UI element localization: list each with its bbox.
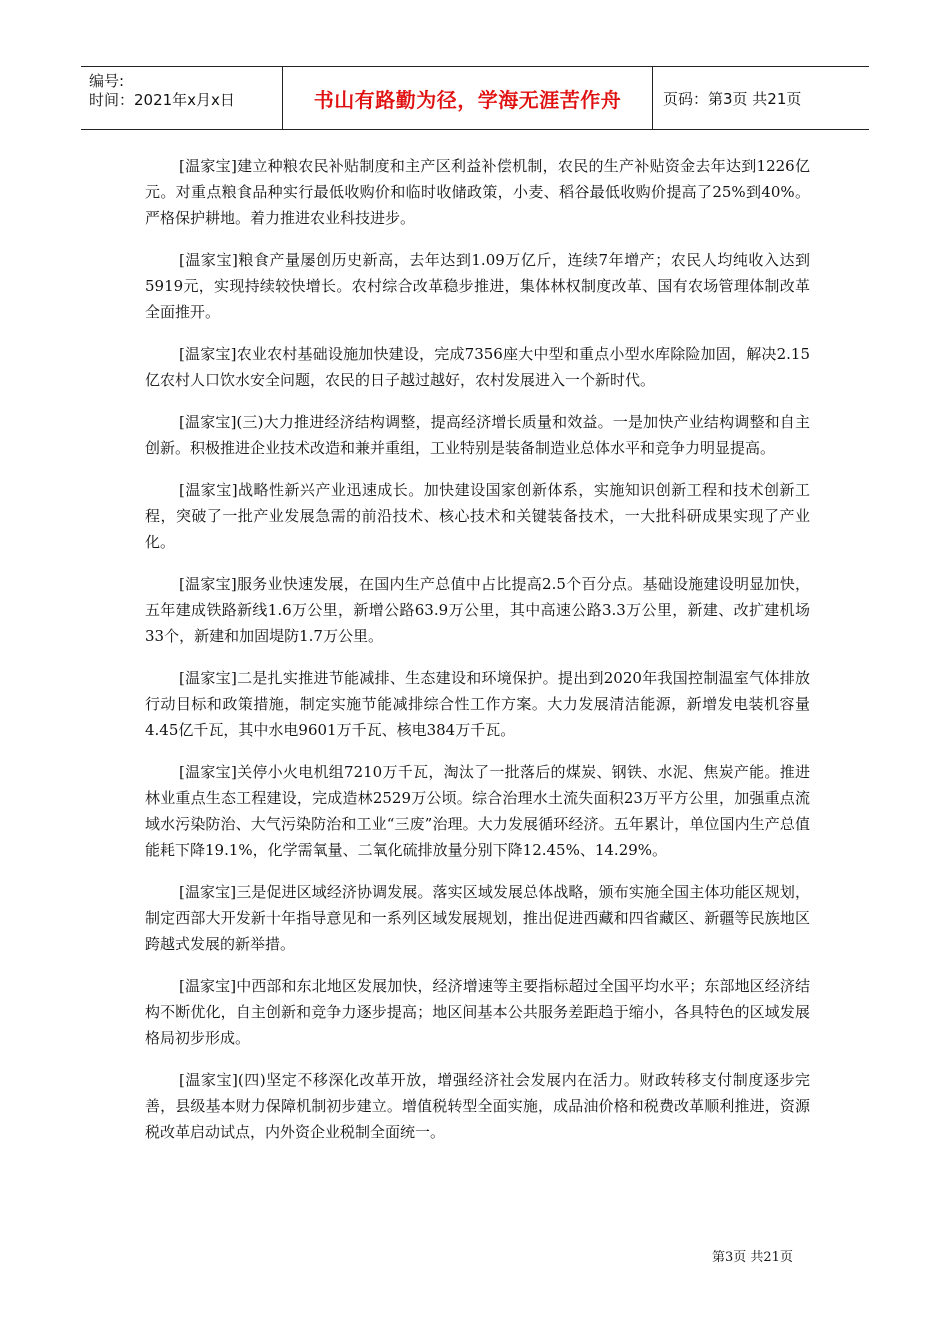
motto: 书山有路勤为径，学海无涯苦作舟 [313,87,622,112]
paragraph: [温家宝]粮食产量屡创历史新高，去年达到1.09万亿斤，连续7年增产；农民人均纯收入达到5919元，实现持续较快增长。农村综合改革稳步推进，集体林权制度改革、国有农场管理体制改革全面推开。 [145,251,810,321]
paragraph: [温家宝]关停小火电机组7210万千瓦，淘汰了一批落后的煤炭、钢铁、水泥、焦炭产能。推进林业重点生态工程建设，完成造林2529万公顷。综合治理水土流失面积23万平方公里，加强重点流域水污染防治、大气污染防治和工业“三废”治理。大力发展循环经济。五年累计，单位国内生产总值能耗下降19.1%，化学需氧量、二氧化硫排放量分别下降12.45%、14.29%。 [145,763,810,859]
paragraph: [温家宝]建立种粮农民补贴制度和主产区利益补偿机制，农民的生产补贴资金去年达到1226亿元。对重点粮食品种实行最低收购价和临时收储政策，小麦、稻谷最低收购价提高了25%到40%。严格保护耕地。着力推进农业科技进步。 [145,157,810,227]
paragraph: [温家宝]服务业快速发展，在国内生产总值中占比提高2.5个百分点。基础设施建设明显加快，五年建成铁路新线1.6万公里，新增公路63.9万公里，其中高速公路3.3万公里，新建、改扩建机场33个，新建和加固堤防1.7万公里。 [145,575,810,645]
header-motto-cell [283,67,653,129]
page-footer: 第3页 共21页 [712,1250,793,1265]
paragraph: [温家宝]中西部和东北地区发展加快，经济增速等主要指标超过全国平均水平；东部地区经济结构不断优化，自主创新和竞争力逐步提高；地区间基本公共服务差距趋于缩小，各具特色的区域发展格局初步形成。 [145,977,810,1047]
date-label: 时间：2021年x月x日 [89,91,235,109]
number-label: 编号: [89,72,125,90]
paragraph: [温家宝](三)大力推进经济结构调整，提高经济增长质量和效益。一是加快产业结构调整和自主创新。积极推进企业技术改造和兼并重组，工业特别是装备制造业总体水平和竞争力明显提高。 [145,413,810,457]
paragraph: [温家宝]二是扎实推进节能减排、生态建设和环境保护。提出到2020年我国控制温室气体排放行动目标和政策措施，制定实施节能减排综合性工作方案。大力发展清洁能源，新增发电装机容量4.45亿千瓦，其中水电9601万千瓦、核电384万千瓦。 [145,669,810,739]
paragraph: [温家宝]战略性新兴产业迅速成长。加快建设国家创新体系，实施知识创新工程和技术创新工程，突破了一批产业发展急需的前沿技术、核心技术和关键装备技术，一大批科研成果实现了产业化。 [145,481,810,551]
header-page-code [653,67,869,129]
paragraph: [温家宝]三是促进区域经济协调发展。落实区域发展总体战略，颁布实施全国主体功能区规划，制定西部大开发新十年指导意见和一系列区域发展规划，推出促进西藏和四省藏区、新疆等民族地区跨越式发展的新举措。 [145,883,810,953]
page-header [81,66,869,130]
paragraph: [温家宝](四)坚定不移深化改革开放，增强经济社会发展内在活力。财政转移支付制度逐步完善，县级基本财力保障机制初步建立。增值税转型全面实施，成品油价格和税费改革顺利推进，资源税改革启动试点，内外资企业税制全面统一。 [145,1071,810,1141]
header-meta [81,67,283,129]
document-body [145,153,810,1161]
paragraph: [温家宝]农业农村基础设施加快建设，完成7356座大中型和重点小型水库除险加固，解决2.15亿农村人口饮水安全问题，农民的日子越过越好，农村发展进入一个新时代。 [145,345,810,389]
page-code: 页码：第3页 共21页 [663,89,802,108]
